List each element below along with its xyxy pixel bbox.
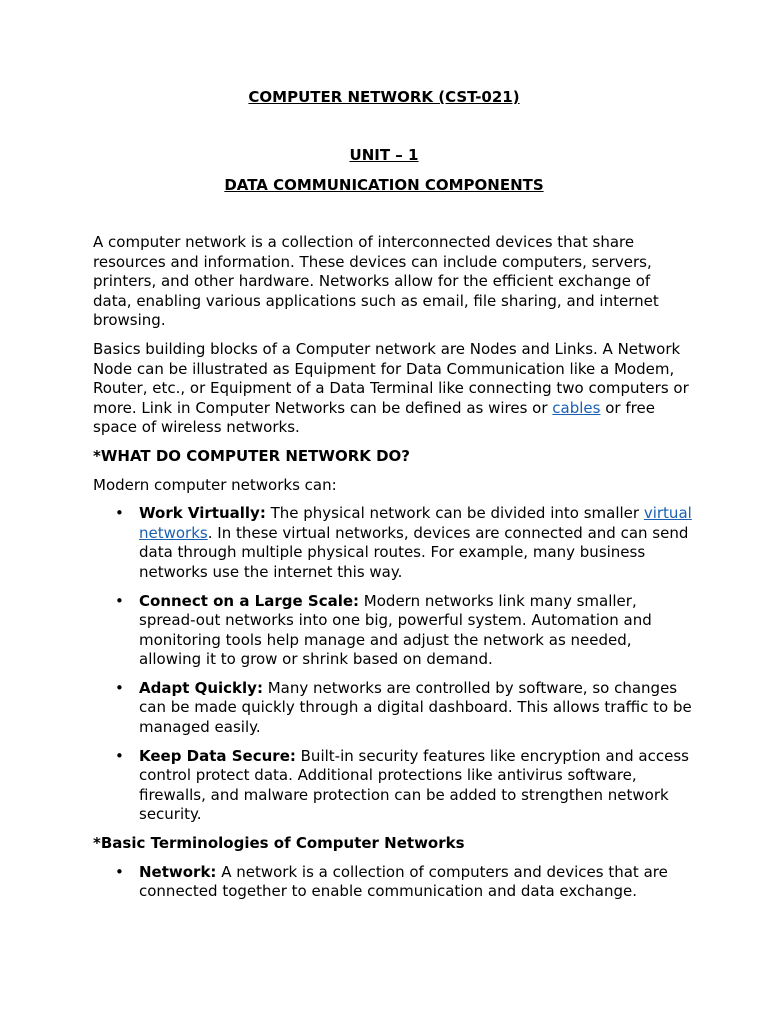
basics-text-end: or free space of wireless networks. (93, 398, 655, 437)
what-networks-do-lead: Modern computer networks can: (93, 475, 337, 494)
list-item (115, 746, 693, 825)
item-term: Connect on a Large Scale: (139, 591, 360, 610)
unit-title: UNIT – 1 (349, 146, 419, 164)
item-text: Built-in security features like encryption and access control protect data. Additional protections like antivirus software, firewalls, and malware protection can be added to strengthen network security. (139, 746, 689, 824)
item-text: The physical network can be divided into smaller (265, 504, 644, 523)
terminologies-list (93, 863, 693, 902)
item-text: Modern networks link many smaller, spread-out networks into one big, powerful system. Automation and monitoring tools help manage and adjust the network as needed, allowing it to grow or shrink based on demand. (139, 591, 652, 669)
document-title: COMPUTER NETWORK (CST-021) (248, 88, 520, 106)
bullet-icon: • (115, 591, 124, 610)
item-term: Keep Data Secure: (139, 746, 296, 765)
item-text-end: . In these virtual networks, devices are connected and can send data through multiple physical routes. For example, many business networks use the internet this way. (139, 523, 689, 581)
list-item (115, 862, 693, 902)
item-term: Network: (139, 862, 217, 881)
cables-link[interactable]: cables (552, 398, 601, 417)
list-item (115, 504, 693, 582)
section-title: DATA COMMUNICATION COMPONENTS (224, 176, 544, 194)
bullet-icon: • (115, 862, 124, 881)
bullet-icon: • (115, 746, 124, 765)
intro-paragraph: A computer network is a collection of interconnected devices that share resources and information. These devices can include computers, servers, printers, and other hardware. Networks allow for the efficient exchange of data, enabling various applications such as email, file sharing, and internet browsing. (93, 233, 659, 330)
bullet-icon: • (115, 678, 124, 697)
bullet-icon: • (115, 504, 124, 523)
virtual-networks-link[interactable]: virtual networks (139, 504, 692, 542)
terminologies-heading: *Basic Terminologies of Computer Networks (93, 834, 465, 853)
item-text: A network is a collection of computers and devices that are connected together to enable communication and data exchange. (139, 862, 668, 901)
item-term: Adapt Quickly: (139, 678, 263, 697)
capabilities-list (93, 504, 693, 825)
list-item (115, 591, 693, 670)
item-text: Many networks are controlled by software, so changes can be made quickly through a digital dashboard. This allows traffic to be managed easily. (139, 678, 692, 737)
list-item (115, 678, 693, 738)
basics-text: Basics building blocks of a Computer network are Nodes and Links. A Network Node can be illustrated as Equipment for Data Communication like a Modem, Router, etc., or Equipment of a Data Terminal like connecting two computers or more. Link in Computer Networks can be defined as wires or (93, 339, 689, 417)
what-networks-do-heading: *WHAT DO COMPUTER NETWORK DO? (93, 446, 411, 465)
document-body (93, 233, 693, 911)
basics-paragraph (93, 340, 693, 438)
item-term: Work Virtually: (139, 504, 266, 523)
